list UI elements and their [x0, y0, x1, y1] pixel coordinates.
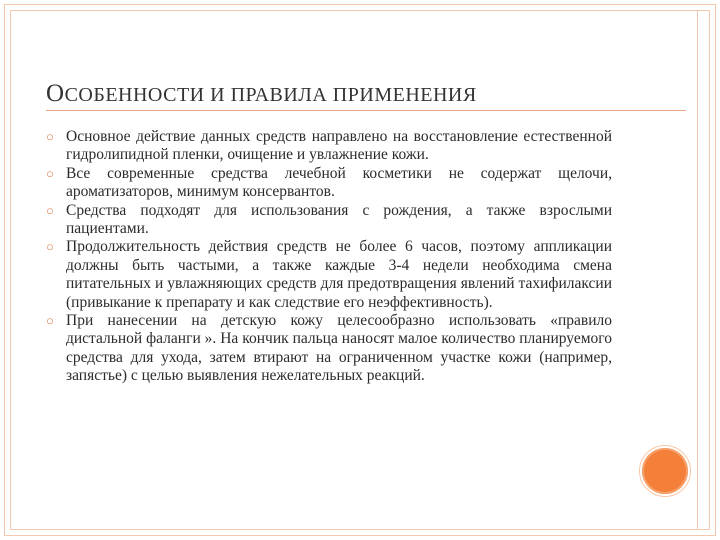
- frame-border-bottom-inner: [10, 529, 710, 530]
- list-item: [46, 128, 612, 165]
- title-divider: [46, 110, 686, 111]
- frame-border-bottom: [4, 535, 716, 536]
- list-item: [46, 202, 612, 239]
- hollow-circle-bullet-icon: ○: [46, 202, 54, 218]
- slide-title: [46, 80, 676, 108]
- list-item: [46, 165, 612, 202]
- frame-border-right: [715, 4, 716, 536]
- bullet-list: [46, 128, 612, 386]
- list-item-text: Основное действие данных средств направлено на восстановление естественной гидролипидной пленки, очищение и увлажнение кожи.: [66, 128, 612, 164]
- slide-title-rest: СОБЕННОСТИ И ПРАВИЛА ПРИМЕНЕНИЯ: [64, 84, 477, 106]
- frame-border-left-inner: [10, 10, 11, 530]
- slide-title-cap: О: [46, 80, 65, 107]
- frame-border-top-inner: [10, 10, 710, 11]
- hollow-circle-bullet-icon: ○: [46, 129, 54, 144]
- frame-side-rule: [697, 10, 698, 530]
- hollow-circle-bullet-icon: ○: [46, 165, 54, 181]
- list-item-text: Продолжительность действия средств не более 6 часов, поэтому аппликации должны быть частыми, а также каждые 3-4 недели необходима смена питательных и увлажняющих средств для предотвращения явлений тахифилаксии (привыкание к препарату и как следствие его неэффективность).: [66, 238, 612, 311]
- list-item: [46, 238, 612, 312]
- decorative-orange-circle: [642, 448, 688, 494]
- list-item-text: При нанесении на детскую кожу целесообразно использовать «правило дистальной фаланги ». На кончик пальца наносят малое количество планируемого средства для ухода, затем втирают на ограниченном участке кожи (например, запястье) с целью выявления нежелательных реакций.: [66, 312, 612, 385]
- frame-border-left: [4, 4, 5, 536]
- list-item: [46, 312, 612, 386]
- list-item-text: Средства подходят для использования с рождения, а также взрослыми пациентами.: [66, 201, 612, 238]
- hollow-circle-bullet-icon: ○: [46, 239, 54, 255]
- list-item-text: Все современные средства лечебной косметики не содержат щелочи, ароматизаторов, минимум консервантов.: [66, 164, 612, 201]
- frame-border-right-inner: [709, 10, 710, 530]
- hollow-circle-bullet-icon: ○: [46, 313, 54, 329]
- frame-border-top: [4, 4, 716, 5]
